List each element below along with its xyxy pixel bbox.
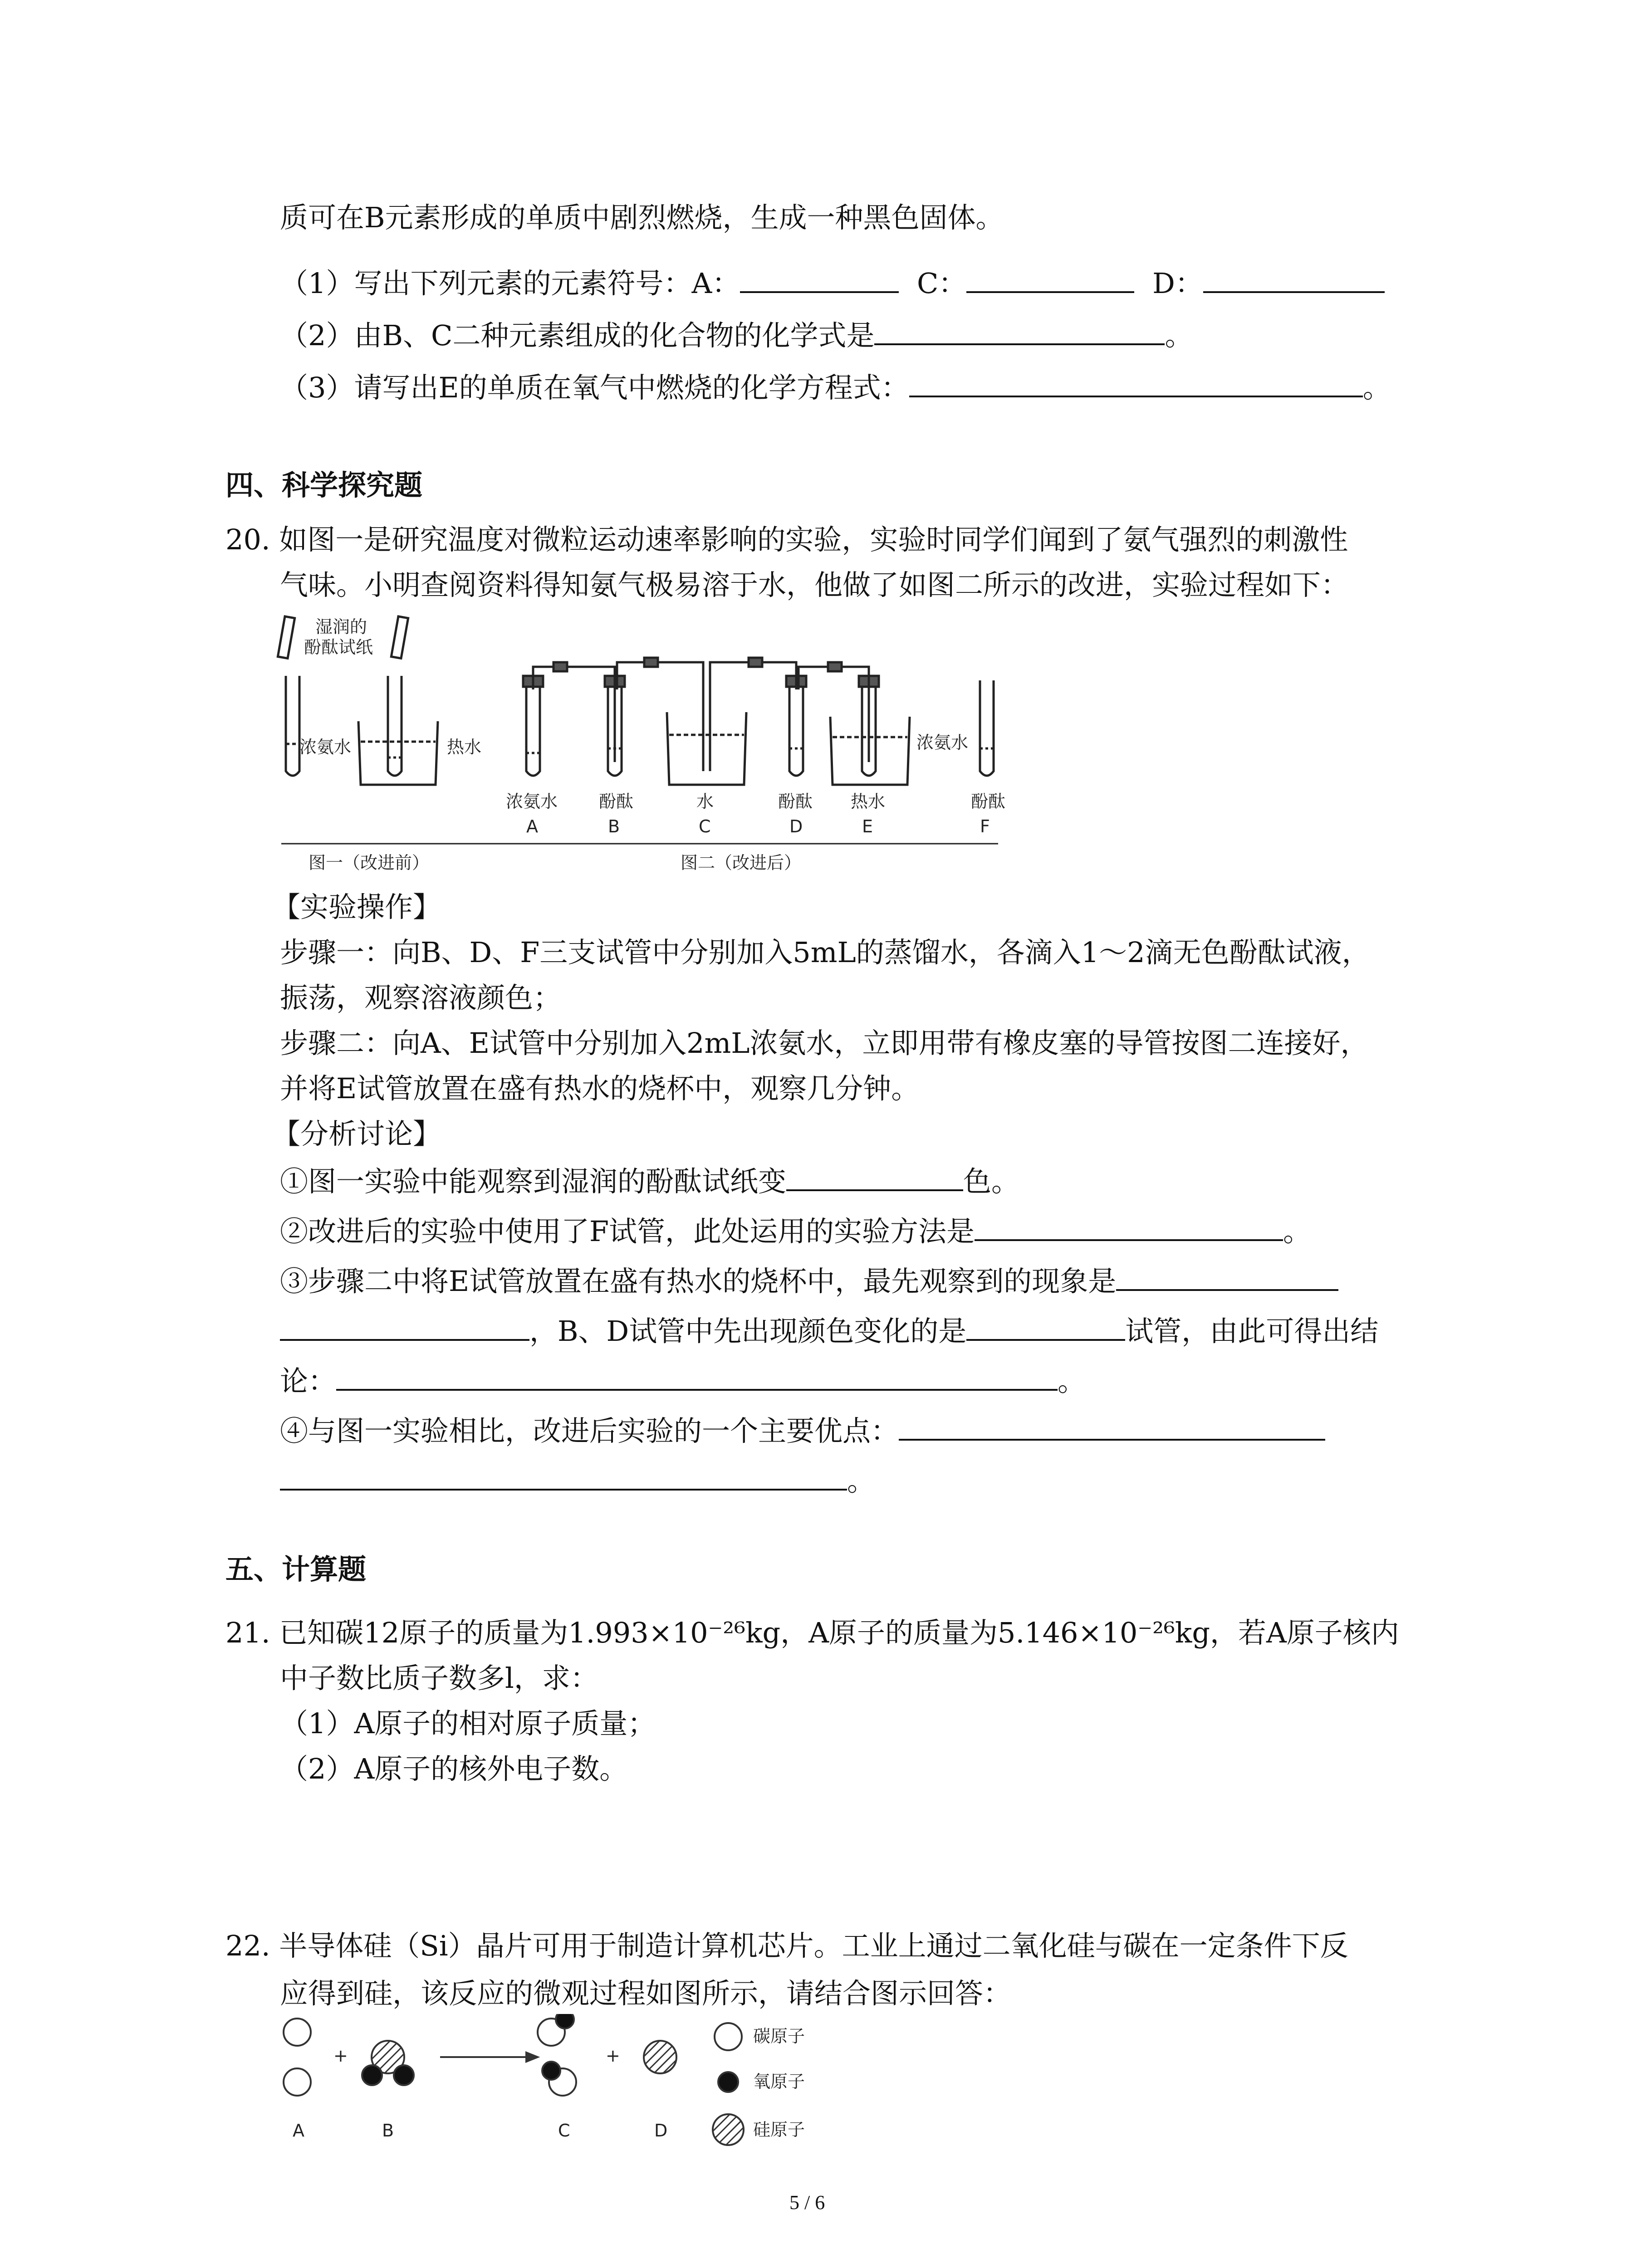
tube-f [980, 680, 994, 776]
q20-d3-line2 [280, 1311, 1378, 1349]
tube-letter-c: C [699, 816, 711, 836]
q20-answer-blank-3b[interactable] [280, 1311, 529, 1341]
figure-caption-2: 图二（改进后） [681, 853, 802, 873]
letter-c: C [558, 2121, 570, 2141]
plus-sign-1: + [333, 2046, 348, 2066]
connector-c-d [710, 662, 796, 771]
q20-step1-line1: 步骤一：向B、D、F三支试管中分别加入5mL的蒸馏水，各滴入1～2滴无色酚酞试液， [280, 936, 1370, 969]
section4-title: 四、科学探究题 [225, 469, 423, 502]
connector-b-c [617, 662, 703, 771]
c-oxygen-atom-1 [556, 2014, 574, 2028]
fig1-conc-ammonia-label: 浓氨水 [299, 737, 352, 757]
b-oxygen-atom-2 [394, 2065, 414, 2085]
q19-sub2 [280, 315, 1193, 354]
q19-sub1-prefix: （1）写出下列元素的元素符号： [280, 267, 692, 300]
plus-sign-2: + [606, 2046, 620, 2066]
q20-d4-end: 。 [847, 1464, 876, 1497]
fig1-hot-water-label: 热水 [447, 737, 482, 757]
q19-answer-blank-c[interactable] [966, 263, 1134, 293]
q20-answer-blank-1[interactable] [786, 1161, 963, 1191]
q20-d2-end: 。 [1283, 1215, 1312, 1248]
paper-label-2: 酚酞试纸 [304, 637, 373, 657]
section5-title: 五、计算题 [225, 1553, 367, 1586]
d-silicon-atom [644, 2041, 676, 2073]
q20-step1-line2: 振荡，观察溶液颜色； [280, 981, 562, 1014]
tube-letter-b: B [608, 816, 620, 836]
q20-line1: 20. 如图一是研究温度对微粒运动速率影响的实验，实验时同学们闻到了氨气强烈的刺激性 [225, 523, 1348, 556]
q19-sub3-end: 。 [1362, 371, 1391, 404]
tube-a [526, 685, 540, 776]
tube-label-b: 酚酞 [599, 792, 634, 811]
tube-d [789, 685, 803, 776]
q20-d3-l3: 论： [280, 1364, 337, 1398]
q20-d3-end: 。 [1058, 1364, 1086, 1398]
letter-d: D [654, 2121, 668, 2141]
tube-letter-a: A [526, 816, 538, 836]
q20-step2-line1: 步骤二：向A、E试管中分别加入2mL浓氨水，立即用带有橡皮塞的导管按图二连接好， [280, 1026, 1369, 1060]
q20-d4-prefix: ④与图一实验相比，改进后实验的一个主要优点： [280, 1414, 899, 1447]
paper-label-1: 湿润的 [315, 617, 367, 637]
q20-disc-heading: 【分析讨论】 [272, 1117, 441, 1150]
q20-d3-mid: ，B、D试管中先出现颜色变化的是 [529, 1315, 967, 1348]
q20-answer-blank-3c[interactable] [966, 1311, 1125, 1341]
legend-carbon-label: 碳原子 [753, 2026, 805, 2046]
q22-reaction-figure [272, 2014, 953, 2168]
tube-label-c: 水 [696, 792, 714, 811]
q20-answer-blank-3d[interactable] [336, 1361, 1058, 1391]
letter-a: A [293, 2121, 304, 2141]
q21-sub2: （2）A原子的核外电子数。 [280, 1752, 628, 1785]
q19-answer-blank-a[interactable] [740, 263, 899, 293]
fig2-conc-ammonia-label: 浓氨水 [916, 733, 969, 753]
q19-intro-tail: 质可在B元素形成的单质中剧烈燃烧，生成一种黑色固体。 [280, 201, 1004, 234]
q21-line1: 21. 已知碳12原子的质量为1.993×10⁻²⁶kg，A原子的质量为5.146×10⁻²⁶kg，若A原子核内 [225, 1616, 1399, 1649]
q20-answer-blank-2[interactable] [975, 1211, 1283, 1241]
q19-sub2-end: 。 [1165, 319, 1193, 352]
legend-silicon-label: 硅原子 [753, 2120, 805, 2140]
tube-letter-f: F [980, 816, 990, 836]
tube-label-f: 酚酞 [971, 792, 1006, 811]
q20-answer-blank-3a[interactable] [1116, 1261, 1338, 1291]
q19-answer-blank-d[interactable] [1203, 263, 1385, 293]
fig1-test-tube [286, 676, 299, 776]
tube-label-d: 酚酞 [778, 792, 813, 811]
beaker-c [667, 712, 746, 785]
q20-d2-prefix: ②改进后的实验中使用了F试管，此处运用的实验方法是 [280, 1215, 975, 1248]
tube-label-a: 浓氨水 [506, 792, 558, 811]
q20-apparatus-figure [272, 608, 1043, 880]
fig1-inner-tube [388, 676, 402, 776]
a-carbon-atom-2 [284, 2068, 311, 2096]
q20-d3-line1 [280, 1261, 1338, 1300]
q20-line2: 气味。小明查阅资料得知氨气极易溶于水，他做了如图二所示的改进，实验过程如下： [280, 568, 1349, 601]
q19-sub3-prefix: （3）请写出E的单质在氧气中燃烧的化学方程式： [280, 371, 909, 404]
legend-carbon-icon [715, 2023, 742, 2050]
tube-letter-d: D [789, 816, 803, 836]
q22-line1: 22. 半导体硅（Si）晶片可用于制造计算机芯片。工业上通过二氧化硅与碳在一定条件下反 [225, 1929, 1348, 1962]
figure-caption-1: 图一（改进前） [309, 853, 430, 873]
q19-answer-blank-formula[interactable] [874, 315, 1165, 345]
q19-sub3 [280, 367, 1391, 406]
tube-label-e: 热水 [851, 792, 886, 811]
connector-a-b [533, 667, 615, 762]
q19-sub1-d-label: D： [1152, 267, 1203, 300]
q19-answer-blank-equation[interactable] [909, 367, 1363, 397]
page-number: 5 / 6 [789, 2191, 825, 2214]
q19-sub1-c-label: C： [916, 267, 967, 300]
a-carbon-atom-1 [284, 2019, 311, 2046]
b-oxygen-atom-1 [362, 2065, 382, 2085]
legend-oxygen-label: 氧原子 [753, 2072, 805, 2092]
q20-answer-blank-4a[interactable] [899, 1411, 1325, 1441]
q20-d4-line1 [280, 1411, 1325, 1449]
tube-letter-e: E [862, 816, 873, 836]
q20-d1 [280, 1161, 1019, 1200]
q20-d3-prefix: ③步骤二中将E试管放置在盛有热水的烧杯中，最先观察到的现象是 [280, 1265, 1117, 1298]
q19-sub1-a-label: A： [691, 267, 740, 300]
q21-line2: 中子数比质子数多l，求： [280, 1662, 598, 1695]
letter-b: B [382, 2121, 394, 2141]
q22-line2: 应得到硅，该反应的微观过程如图所示，请结合图示回答： [280, 1977, 1012, 2010]
q20-answer-blank-4b[interactable] [280, 1461, 847, 1491]
q20-d4-line2 [280, 1461, 875, 1499]
q19-sub1 [280, 263, 1385, 302]
q20-d3-tail: 试管，由此可得出结 [1125, 1315, 1379, 1348]
c-oxygen-atom-2 [542, 2062, 560, 2080]
q20-d3-line3 [280, 1361, 1086, 1399]
q19-sub2-prefix: （2）由B、C二种元素组成的化合物的化学式是 [280, 319, 875, 352]
q20-op-heading: 【实验操作】 [272, 890, 441, 924]
q20-step2-line2: 并将E试管放置在盛有热水的烧杯中，观察几分钟。 [280, 1072, 920, 1105]
q20-d1-end: 色。 [963, 1165, 1020, 1198]
q21-sub1: （1）A原子的相对原子质量； [280, 1707, 656, 1740]
legend-silicon-icon [713, 2114, 744, 2145]
q20-d2 [280, 1211, 1311, 1250]
legend-oxygen-icon [718, 2072, 738, 2092]
q20-d1-prefix: ①图一实验中能观察到湿润的酚酞试纸变 [280, 1165, 787, 1198]
